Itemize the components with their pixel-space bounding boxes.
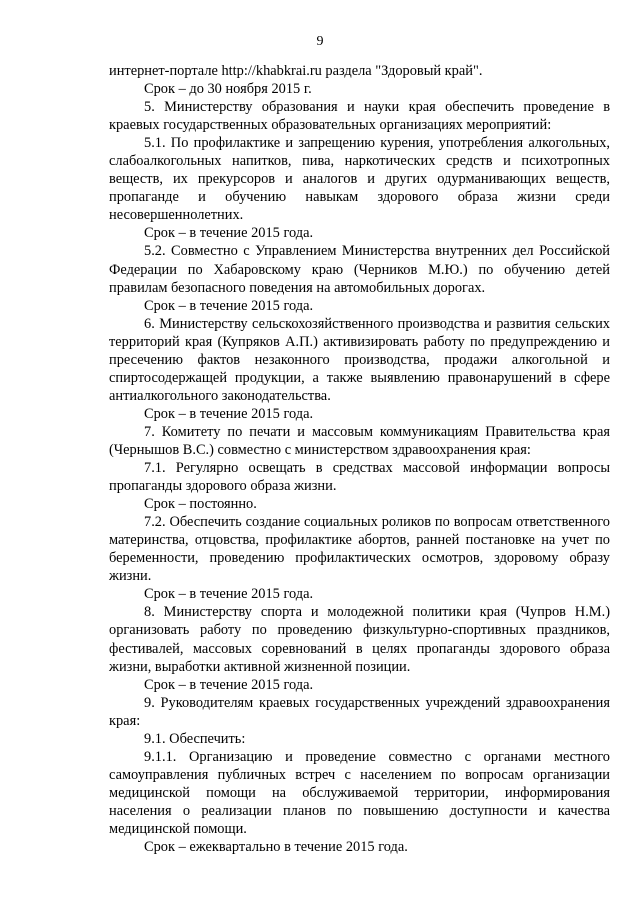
paragraph: 5. Министерству образования и науки края обеспечить проведение в краевых государственных образовательных организациях мероприятий:: [109, 99, 610, 134]
deadline-paragraph: Срок – в течение 2015 года.: [144, 405, 314, 422]
deadline-paragraph: Срок – в течение 2015 года.: [144, 586, 314, 603]
page-number: 9: [316, 34, 324, 49]
deadline-paragraph: Срок – в течение 2015 года.: [144, 225, 314, 242]
document-body: [109, 62, 610, 856]
paragraph: 7.1. Регулярно освещать в средствах массовой информации вопросы пропаганды здорового образа жизни.: [109, 460, 610, 495]
paragraph: интернет-портале http://khabkrai.ru раздела "Здоровый край".: [109, 63, 483, 79]
paragraph: 5.2. Совместно с Управлением Министерства внутренних дел Российской Федерации по Хабаровскому краю (Черников М.Ю.) по обучению детей правилам безопасного поведения на автомобильных дорогах.: [109, 243, 610, 296]
paragraph: 7.2. Обеспечить создание социальных роликов по вопросам ответственного материнства, отцовства, профилактике абортов, ранней постановке на учет по беременности, проведению профилактических осмотров, здоровому образу жизни.: [109, 514, 610, 585]
deadline-paragraph: Срок – постоянно.: [144, 496, 257, 513]
paragraph: 7. Комитету по печати и массовым коммуникациям Правительства края (Чернышов В.С.) совместно с министерством здравоохранения края:: [109, 423, 610, 458]
deadline-paragraph: Срок – в течение 2015 года.: [144, 676, 314, 693]
paragraph: 6. Министерству сельскохозяйственного производства и развития сельских территорий края (Купряков А.П.) активизировать работу по предупреждению и пресечению фактов незаконного производства, продажи алкогольной и спиртосодержащей продукции, а также выявлению правонарушений в сфере антиалкогольного законодательства.: [109, 315, 610, 404]
paragraph: 9. Руководителям краевых государственных учреждений здравоохранения края:: [109, 694, 610, 729]
paragraph: 9.1.1. Организацию и проведение совместно с органами местного самоуправления публичных встреч с населением по вопросам организации медицинской помощи на обслуживаемой территории, информирования населения о реализации планов по повышению доступности и качества медицинской помощи.: [109, 748, 610, 837]
paragraph: 5.1. По профилактике и запрещению курения, употребления алкогольных, слабоалкогольных напитков, пива, наркотических средств и психотропных веществ, их прекурсоров и аналогов и других одурманивающих веществ, пропаганде и обучению навыкам здорового образа жизни среди несовершеннолетних.: [109, 135, 610, 224]
deadline-paragraph: Срок – ежеквартально в течение 2015 года.: [144, 839, 408, 856]
paragraph: 8. Министерству спорта и молодежной политики края (Чупров Н.М.) организовать работу по проведению физкультурно-спортивных праздников, фестивалей, массовых соревнований в целях пропаганды здорового образа жизни, выработки активной жизненной позиции.: [109, 604, 610, 675]
deadline-paragraph: Срок – в течение 2015 года.: [144, 297, 314, 314]
deadline-paragraph: Срок – до 30 ноября 2015 г.: [144, 81, 312, 98]
paragraph: 9.1. Обеспечить:: [144, 730, 246, 747]
